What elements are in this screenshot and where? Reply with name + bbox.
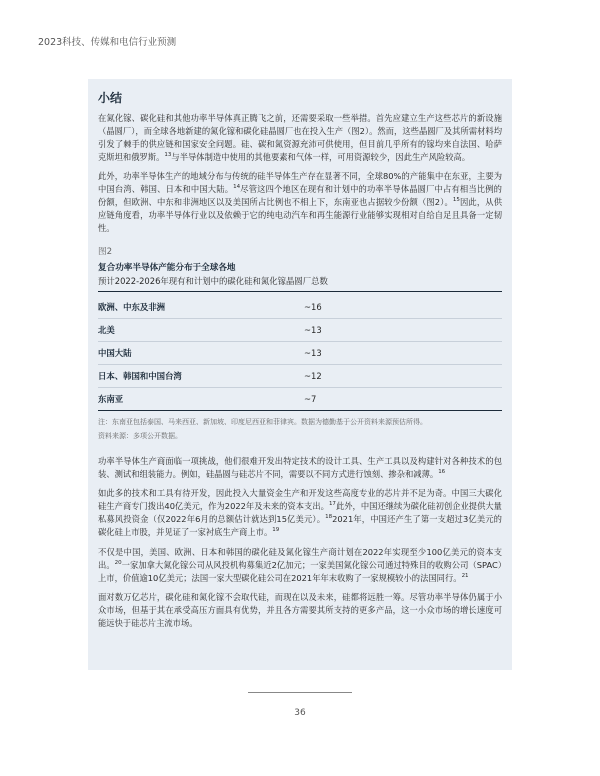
footnote-ref: 21 — [461, 572, 469, 579]
paragraph-text: 此外，中国还继续为碳化硅初创企业提供大量私募风投资金（仅2022年6月的总额估计就达到15亿美元）。 — [98, 501, 502, 525]
region-label: 欧洲、中东及非洲 — [98, 301, 165, 312]
figure-table — [98, 296, 502, 411]
paragraph-text: 不仅是中国，美国、欧洲、日本和韩国的碳化硅及氮化镓生产商计划在2022年实现至少100亿美元的资本支出。 — [98, 546, 502, 570]
figure-label: 图2 — [98, 246, 113, 257]
footnote-ref: 15 — [452, 197, 460, 204]
body-paragraph — [98, 112, 502, 163]
fab-count: ~7 — [304, 393, 317, 404]
running-header: 2023科技、传媒和电信行业预测 — [38, 37, 177, 48]
figure-row — [98, 319, 502, 342]
body-paragraph — [98, 455, 502, 481]
summary-box — [88, 79, 512, 670]
outro-section — [98, 455, 502, 630]
paragraph-text: 2021年，中国还产生了第一支超过3亿美元的碳化硅上市股，并见证了一家衬底生产商上市。 — [98, 514, 502, 538]
page-number: 36 — [294, 708, 306, 718]
figure-row — [98, 296, 502, 319]
body-paragraph — [98, 591, 502, 630]
footnote-ref: 14 — [233, 184, 241, 191]
footer-divider — [248, 692, 352, 693]
fab-count: ~12 — [304, 370, 322, 381]
intro-section — [98, 112, 502, 235]
region-label: 北美 — [98, 324, 115, 335]
fab-count: ~13 — [304, 347, 322, 358]
footnote-ref: 18 — [325, 514, 333, 521]
paragraph-text: 如此多的技术和工具有待开发，因此投入大量资金生产和开发这些高度专业的芯片并不足为奇。中国三大碳化硅生产商专门拨出40亿美元，作为2022年及未来的资本支出。 — [98, 488, 502, 512]
figure-2 — [98, 245, 502, 441]
paragraph-text: 与半导体制造中使用的其他要素和气体一样，可用资源较少，因此生产风险较高。 — [171, 151, 471, 162]
figure-subtitle: 预计2022-2026年现有和计划中的碳化硅和氮化镓晶圆厂总数 — [98, 275, 502, 292]
footnote-ref: 13 — [164, 151, 172, 158]
paragraph-text: 面对数万亿芯片，碳化硅和氮化镓不会取代硅，而现在以及未来，硅都将远胜一筹。尽管功率半导体仍属于小众市场，但基于其在承受高压方面具有优势，并且各方需要其所支持的更多产品，这一小众市场的增长速度可能远快于硅芯片主流市场。 — [98, 592, 502, 629]
footnote-ref: 17 — [328, 501, 336, 508]
footnote-ref: 16 — [438, 468, 446, 475]
paragraph-text: 此外，功率半导体生产的地域分布与传统的硅半导体生产存在显著不同，全球80%的产能集中在东亚，主要为中国台湾、韩国、日本和中国大陆。 — [98, 171, 502, 195]
figure-row — [98, 388, 502, 411]
region-label: 中国大陆 — [98, 347, 132, 358]
figure-row — [98, 342, 502, 365]
body-paragraph — [98, 546, 502, 585]
paragraph-text: 因此，从供应链角度看，功率半导体行业以及依赖于它的纯电动汽车和再生能源行业能够实现相对自给自足且具备一定韧性。 — [98, 197, 502, 233]
region-label: 东南亚 — [98, 393, 124, 404]
paragraph-text: 功率半导体生产商面临一项挑战，他们很难开发出特定技术的设计工具、生产工具以及构建针对各种技术的包装、测试和组装能力。例如，硅晶圆与硅芯片不同，需要以不同方式进行蚀刻、掺杂和减薄。 — [98, 455, 502, 479]
footnote-ref: 20 — [114, 559, 122, 566]
paragraph-text: 在氮化镓、碳化硅和其他功率半导体真正腾飞之前，还需要采取一些举措。首先应建立生产这些芯片的新设施（晶圆厂），而全球各地新建的氮化镓和碳化硅晶圆厂也在投入生产（图2）。然而，这些晶圆厂及其所需材料均引发了棘手的供应链和国家安全问题。硅、碳和氮资源充沛可供使用，但目前几乎所有的镓均来自法国、哈萨克斯坦和俄罗斯。 — [98, 113, 502, 162]
fab-count: ~16 — [304, 301, 322, 312]
figure-title: 复合功率半导体产能分布于全球各地 — [98, 262, 236, 273]
summary-title: 小结 — [98, 91, 123, 105]
body-paragraph — [98, 487, 502, 538]
figure-note: 注：东南亚包括泰国、马来西亚、新加坡、印度尼西亚和菲律宾。数据为德勤基于公开资料来源预估所得。 — [98, 417, 427, 426]
paragraph-text: 一家加拿大氮化镓公司从风投机构募集近2亿加元；一家美国氮化镓公司通过特殊目的收购公司（SPAC）上市，价值逾10亿美元；法国一家大型碳化硅公司在2021年年末收购了一家规模较小的法国同行。 — [98, 559, 502, 583]
body-paragraph — [98, 170, 502, 234]
figure-row — [98, 365, 502, 388]
region-label: 日本、韩国和中国台湾 — [98, 370, 182, 381]
footnote-ref: 19 — [272, 527, 280, 534]
paragraph-text: 尽管这四个地区在现有和计划中的功率半导体晶圆厂中占有相当比例的份额，但欧洲、中东和非洲地区以及美国所占比例也不相上下，东南亚也占据较少份额（图2）。 — [98, 184, 502, 208]
figure-source: 资料来源：多项公开数据。 — [98, 431, 182, 440]
fab-count: ~13 — [304, 324, 322, 335]
